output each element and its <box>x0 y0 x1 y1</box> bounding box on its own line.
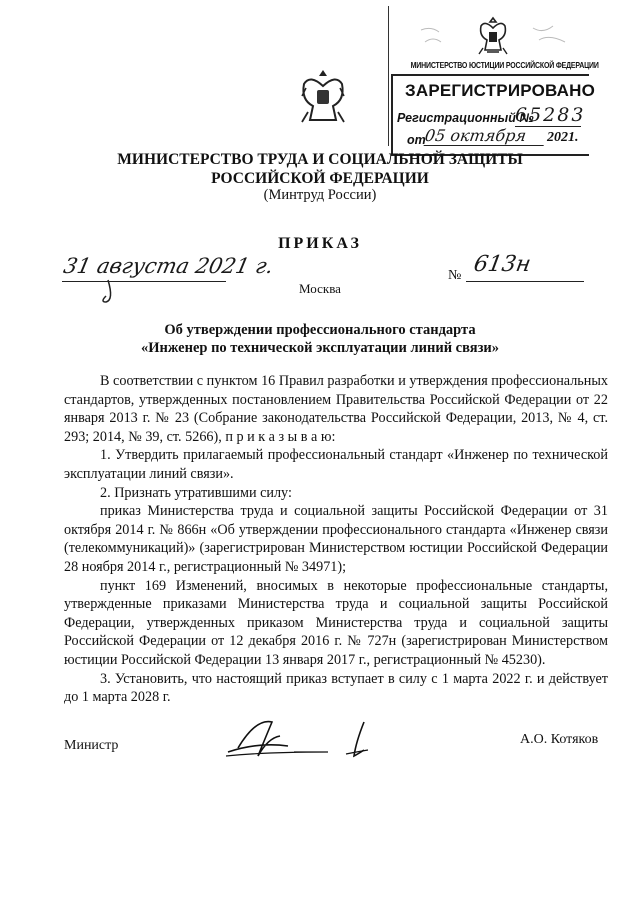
paragraph-item-1: 1. Утвердить прилагаемый профессиональный стандарт «Инженер по технической эксплуатации линий связи». <box>64 447 608 482</box>
stamp-date-label: от <box>407 133 426 147</box>
order-city: Москва <box>299 281 341 296</box>
coat-of-arms-icon <box>298 68 348 130</box>
stamp-date: 05 октября <box>424 126 547 146</box>
paragraph-item-2-a: приказ Министерства труда и социальной защиты Российской Федерации от 31 октября 2014 г. № 866н «Об утверждении профессионального стандарта «Инженер связи (телекоммуникаций)» (зарегистрирован Министерством юстиции Российской Федерации 28 ноября 2014 г., регистрационный № 34971); <box>64 503 608 575</box>
stamp-reg-number-label: Регистрационный № <box>397 111 534 125</box>
paragraph-item-2: 2. Признать утратившими силу: <box>100 484 292 501</box>
registration-stamp <box>388 6 599 147</box>
stamp-faint-icon <box>529 20 575 50</box>
order-number: 613н <box>471 252 533 277</box>
order-subject-line2: «Инженер по технической эксплуатации линий связи» <box>140 340 500 356</box>
stamp-registered: ЗАРЕГИСТРИРОВАНО <box>405 81 596 100</box>
paragraph-item-3: 3. Установить, что настоящий приказ вступает в силу с 1 марта 2022 г. и действует до 1 марта 2028 г. <box>64 670 608 706</box>
stamp-reg-number: 65283 <box>515 104 586 126</box>
stamp-year: 2021. <box>547 130 579 145</box>
order-date: 31 августа 2021 г. <box>61 254 276 278</box>
order-body <box>64 372 608 707</box>
double-headed-eagle-icon <box>473 14 513 60</box>
stamp-faint-icon <box>419 20 459 50</box>
ministry-name-line1: МИНИСТЕРСТВО ТРУДА И СОЦИАЛЬНОЙ ЗАЩИТЫ <box>117 151 523 168</box>
stamp-ministry: МИНИСТЕРСТВО ЮСТИЦИИ РОССИЙСКОЙ ФЕДЕРАЦИИ <box>410 60 599 70</box>
ministry-short-name: (Минтруд России) <box>263 187 377 203</box>
order-subject-line1: Об утверждении профессионального стандарта <box>164 322 476 338</box>
paragraph-preamble: В соответствии с пунктом 16 Правил разработки и утверждения профессиональных стандартов, утвержденных постановлением Правительства Российской Федерации от 22 января 2013 г. № 23 (Собрание законодательства Российской Федерации, 2013, № 4, ст. 293; 2014, № 39, ст. 5266), п р и к а з ы в а ю: <box>64 373 608 445</box>
ministry-name-line2: РОССИЙСКОЙ ФЕДЕРАЦИИ <box>211 170 429 187</box>
paragraph-item-2-b: пункт 169 Изменений, вносимых в некоторые профессиональные стандарты, утвержденные приказами Министерства труда и социальной защиты Российской Федерации, утвержденных приказом Министерства труда и социальной защиты Российской Федерации от 12 декабря 2016 г. № 727н (зарегистрирован Министерством юстиции Российской Федерации 13 января 2017 г., регистрационный № 45230). <box>64 577 608 668</box>
order-title: ПРИКАЗ <box>278 235 362 252</box>
signatory-position: Министр <box>64 738 119 753</box>
order-number-label: № <box>448 268 462 283</box>
signatory-name: А.О. Котяков <box>520 732 599 747</box>
handwritten-signature <box>218 712 398 772</box>
